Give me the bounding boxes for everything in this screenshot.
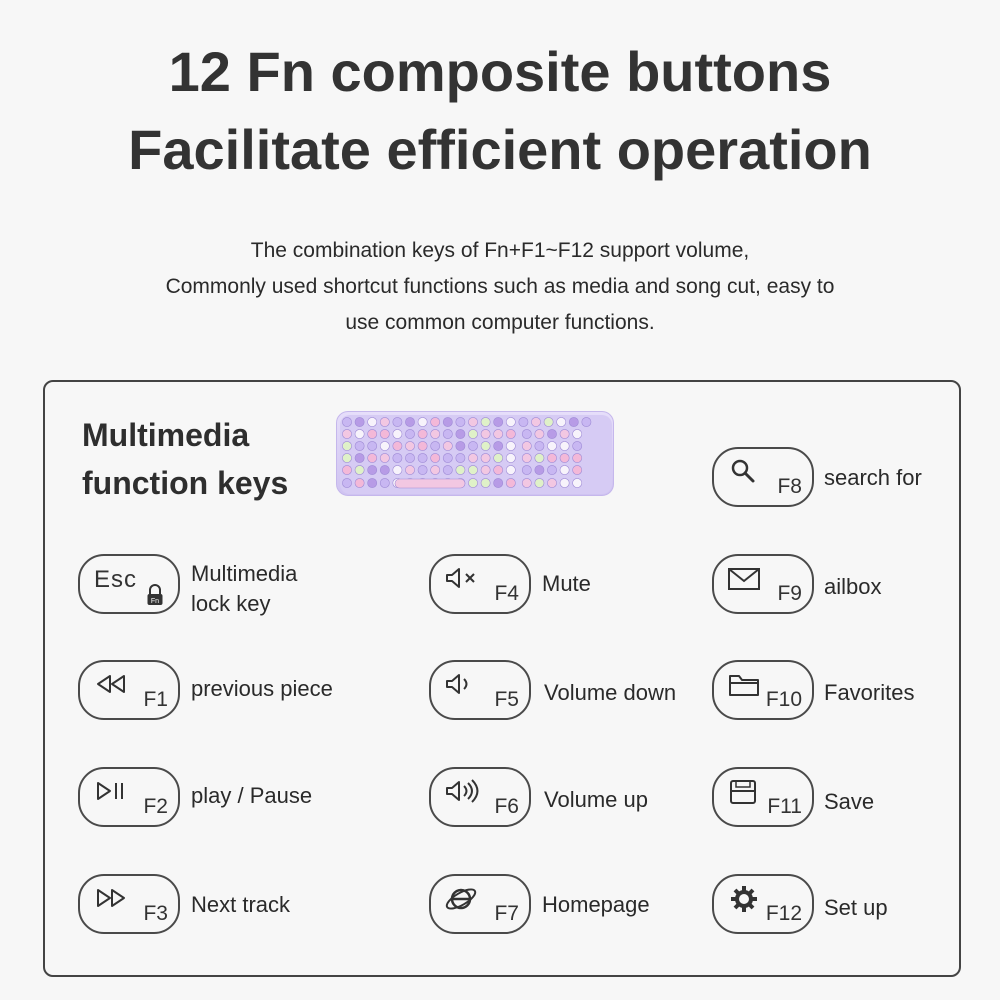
- keyboard-keycap: [380, 453, 389, 462]
- keyboard-keycap: [522, 478, 531, 487]
- keyboard-keycap: [431, 417, 440, 426]
- keyboard-keycap: [355, 429, 364, 438]
- play-pause-icon: [92, 777, 132, 807]
- keyboard-keycap: [573, 453, 582, 462]
- f4-description: Mute: [542, 571, 591, 596]
- keyboard-keycap: [342, 429, 351, 438]
- f2-key: [78, 767, 180, 827]
- keyboard-keycap: [560, 441, 569, 450]
- f9-key-label: F9: [777, 582, 802, 605]
- f1-key: [78, 660, 180, 720]
- keyboard-keycap: [393, 453, 402, 462]
- f12-description: Set up: [824, 895, 888, 920]
- f10-key-label: F10: [765, 688, 802, 711]
- keyboard-keycap: [355, 453, 364, 462]
- esc-key-description: [191, 559, 297, 619]
- keyboard-keycap: [506, 478, 515, 487]
- keyboard-keycap: [522, 453, 531, 462]
- keyboard-keycap: [468, 465, 477, 474]
- keyboard-keycap: [547, 441, 556, 450]
- f5-key: [429, 660, 531, 720]
- f4-key: [429, 554, 531, 614]
- keyboard-keycap: [494, 465, 503, 474]
- keyboard-keycap: [481, 429, 490, 438]
- f2-description: play / Pause: [191, 783, 313, 808]
- keyboard-keycap: [431, 465, 440, 474]
- keyboard-keycap: [481, 453, 490, 462]
- keyboard-keycap: [342, 478, 351, 487]
- keyboard-keycap: [494, 478, 503, 487]
- keyboard-keycap: [405, 453, 414, 462]
- f9-description: ailbox: [824, 574, 882, 599]
- f12-key: [712, 874, 814, 934]
- f6-key-label: F6: [494, 795, 519, 818]
- keyboard-keycap: [560, 453, 569, 462]
- browser-icon: [443, 884, 483, 914]
- keyboard-keycap: [405, 429, 414, 438]
- keyboard-keycap: [468, 453, 477, 462]
- keyboard-keycap: [418, 453, 427, 462]
- f11-key: [712, 767, 814, 827]
- f11-description: Save: [824, 789, 875, 814]
- keyboard-keycap: [494, 417, 503, 426]
- f6-description: Volume up: [544, 787, 648, 812]
- keyboard-keycap: [368, 417, 377, 426]
- keyboard-keycap: [494, 429, 503, 438]
- keyboard-keycap: [547, 465, 556, 474]
- keyboard-keycap: [431, 429, 440, 438]
- keyboard-keycap: [547, 453, 556, 462]
- f11-key-label: F11: [767, 795, 802, 818]
- keyboard-keycap: [468, 417, 477, 426]
- f2-key-label: F2: [143, 795, 168, 818]
- f8-description: search for: [824, 465, 922, 490]
- keyboard-keycap: [547, 429, 556, 438]
- subtitle-line-3: use common computer functions.: [345, 311, 655, 334]
- f3-description: Next track: [191, 892, 291, 917]
- subtitle-line-1: The combination keys of Fn+F1~F12 support volume,: [250, 239, 750, 262]
- keyboard-keycap: [342, 441, 351, 450]
- headline-line-2: Facilitate efficient operation: [128, 118, 872, 181]
- mute-icon: [443, 564, 483, 594]
- f1-description: previous piece: [191, 676, 333, 701]
- search-icon: [726, 457, 766, 487]
- keyboard-keycap: [519, 417, 528, 426]
- keyboard-keycap: [531, 417, 540, 426]
- keyboard-keycap: [522, 429, 531, 438]
- keyboard-keycap: [468, 429, 477, 438]
- keyboard-keycap: [443, 465, 452, 474]
- esc-label-line-1: Multimedia: [191, 561, 298, 586]
- esc-key: [78, 554, 180, 614]
- keyboard-keycap: [380, 465, 389, 474]
- keyboard-keycap: [560, 429, 569, 438]
- f6-key: [429, 767, 531, 827]
- folder-icon: [726, 670, 766, 700]
- keyboard-keycap: [506, 453, 515, 462]
- keyboard-keycap: [368, 465, 377, 474]
- rewind-icon: [92, 670, 132, 700]
- keyboard-keycap: [456, 417, 465, 426]
- keyboard-keycap: [573, 429, 582, 438]
- keyboard-spacebar: [395, 479, 465, 488]
- f3-key: [78, 874, 180, 934]
- f5-key-label: F5: [494, 688, 519, 711]
- keyboard-keycap: [342, 465, 351, 474]
- volume-up-icon: [443, 777, 483, 807]
- keyboard-keycap: [368, 478, 377, 487]
- keyboard-keycap: [522, 465, 531, 474]
- f4-key-label: F4: [494, 582, 519, 605]
- f7-key: [429, 874, 531, 934]
- keyboard-keycap: [368, 429, 377, 438]
- keyboard-keycap: [582, 417, 591, 426]
- keyboard-keycap: [393, 429, 402, 438]
- keyboard-keycap: [380, 429, 389, 438]
- subtitle-line-2: Commonly used shortcut functions such as media and song cut, easy to: [165, 275, 835, 298]
- keyboard-keycap: [494, 453, 503, 462]
- f5-description: Volume down: [544, 680, 677, 705]
- f10-description: Favorites: [824, 680, 915, 705]
- keyboard-keycap: [393, 417, 402, 426]
- keyboard-keycap: [481, 478, 490, 487]
- keyboard-image: [336, 411, 614, 496]
- keyboard-keycap: [368, 441, 377, 450]
- f10-key: [712, 660, 814, 720]
- f8-key: [712, 447, 814, 507]
- panel-title-line-1: Multimedia: [82, 417, 250, 453]
- mail-icon: [726, 564, 766, 594]
- f12-key-label: F12: [765, 902, 802, 925]
- lock-icon: [146, 584, 164, 606]
- keyboard-keycap: [456, 453, 465, 462]
- keyboard-keycap: [418, 465, 427, 474]
- keyboard-keycap: [535, 465, 544, 474]
- keyboard-keycap: [443, 453, 452, 462]
- keyboard-keycap: [481, 441, 490, 450]
- keyboard-keycap: [481, 417, 490, 426]
- keyboard-keycap: [569, 417, 578, 426]
- keyboard-keycap: [560, 465, 569, 474]
- keyboard-keycap: [380, 417, 389, 426]
- keyboard-keycap: [468, 441, 477, 450]
- keyboard-keycap: [506, 417, 515, 426]
- keyboard-keycap: [573, 441, 582, 450]
- keyboard-keycap: [547, 478, 556, 487]
- keyboard-keycap: [443, 429, 452, 438]
- fast-forward-icon: [92, 884, 132, 914]
- keyboard-keycap: [494, 441, 503, 450]
- keyboard-keycap: [535, 453, 544, 462]
- keyboard-keycap: [544, 417, 553, 426]
- f7-description: Homepage: [542, 892, 650, 917]
- panel-title-line-2: function keys: [82, 465, 289, 501]
- keyboard-keycap: [535, 478, 544, 487]
- keyboard-keycap: [355, 465, 364, 474]
- keyboard-keycap: [431, 441, 440, 450]
- keyboard-keycap: [393, 465, 402, 474]
- keyboard-keycap: [443, 441, 452, 450]
- esc-label-line-2: lock key: [191, 591, 271, 616]
- panel-title: [82, 411, 288, 507]
- f1-key-label: F1: [143, 688, 168, 711]
- keyboard-keycap: [342, 417, 351, 426]
- keyboard-keycap: [355, 417, 364, 426]
- f3-key-label: F3: [143, 902, 168, 925]
- keyboard-keycap: [557, 417, 566, 426]
- save-icon: [726, 777, 766, 807]
- f8-key-label: F8: [777, 475, 802, 498]
- keyboard-keycap: [535, 429, 544, 438]
- esc-key-label: Esc: [94, 566, 138, 593]
- keyboard-keycap: [573, 478, 582, 487]
- keyboard-keycap: [506, 441, 515, 450]
- keyboard-keycap: [393, 441, 402, 450]
- keyboard-keycap: [506, 465, 515, 474]
- gear-icon: [726, 884, 766, 914]
- keyboard-keycap: [456, 465, 465, 474]
- keyboard-keycap: [456, 441, 465, 450]
- keyboard-keycap: [431, 453, 440, 462]
- keyboard-keycap: [405, 417, 414, 426]
- keyboard-keycap: [405, 441, 414, 450]
- keyboard-keycap: [405, 465, 414, 474]
- volume-down-icon: [443, 670, 483, 700]
- keyboard-keycap: [560, 478, 569, 487]
- keyboard-keycap: [573, 465, 582, 474]
- f7-key-label: F7: [494, 902, 519, 925]
- f9-key: [712, 554, 814, 614]
- keyboard-keycap: [380, 478, 389, 487]
- keyboard-keycap: [522, 441, 531, 450]
- headline-line-1: 12 Fn composite buttons: [168, 40, 832, 103]
- keyboard-keycap: [456, 429, 465, 438]
- keyboard-keycap: [506, 429, 515, 438]
- keyboard-keycap: [342, 453, 351, 462]
- keyboard-keycap: [355, 441, 364, 450]
- keyboard-keycap: [443, 417, 452, 426]
- keyboard-keycap: [418, 417, 427, 426]
- keyboard-keycap: [355, 478, 364, 487]
- keyboard-keycap: [380, 441, 389, 450]
- keyboard-keycap: [418, 429, 427, 438]
- keyboard-keycap: [418, 441, 427, 450]
- keyboard-keycap: [535, 441, 544, 450]
- keyboard-keycap: [468, 478, 477, 487]
- keyboard-keycap: [368, 453, 377, 462]
- svg-text:Fn: Fn: [150, 598, 160, 605]
- keyboard-keycap: [481, 465, 490, 474]
